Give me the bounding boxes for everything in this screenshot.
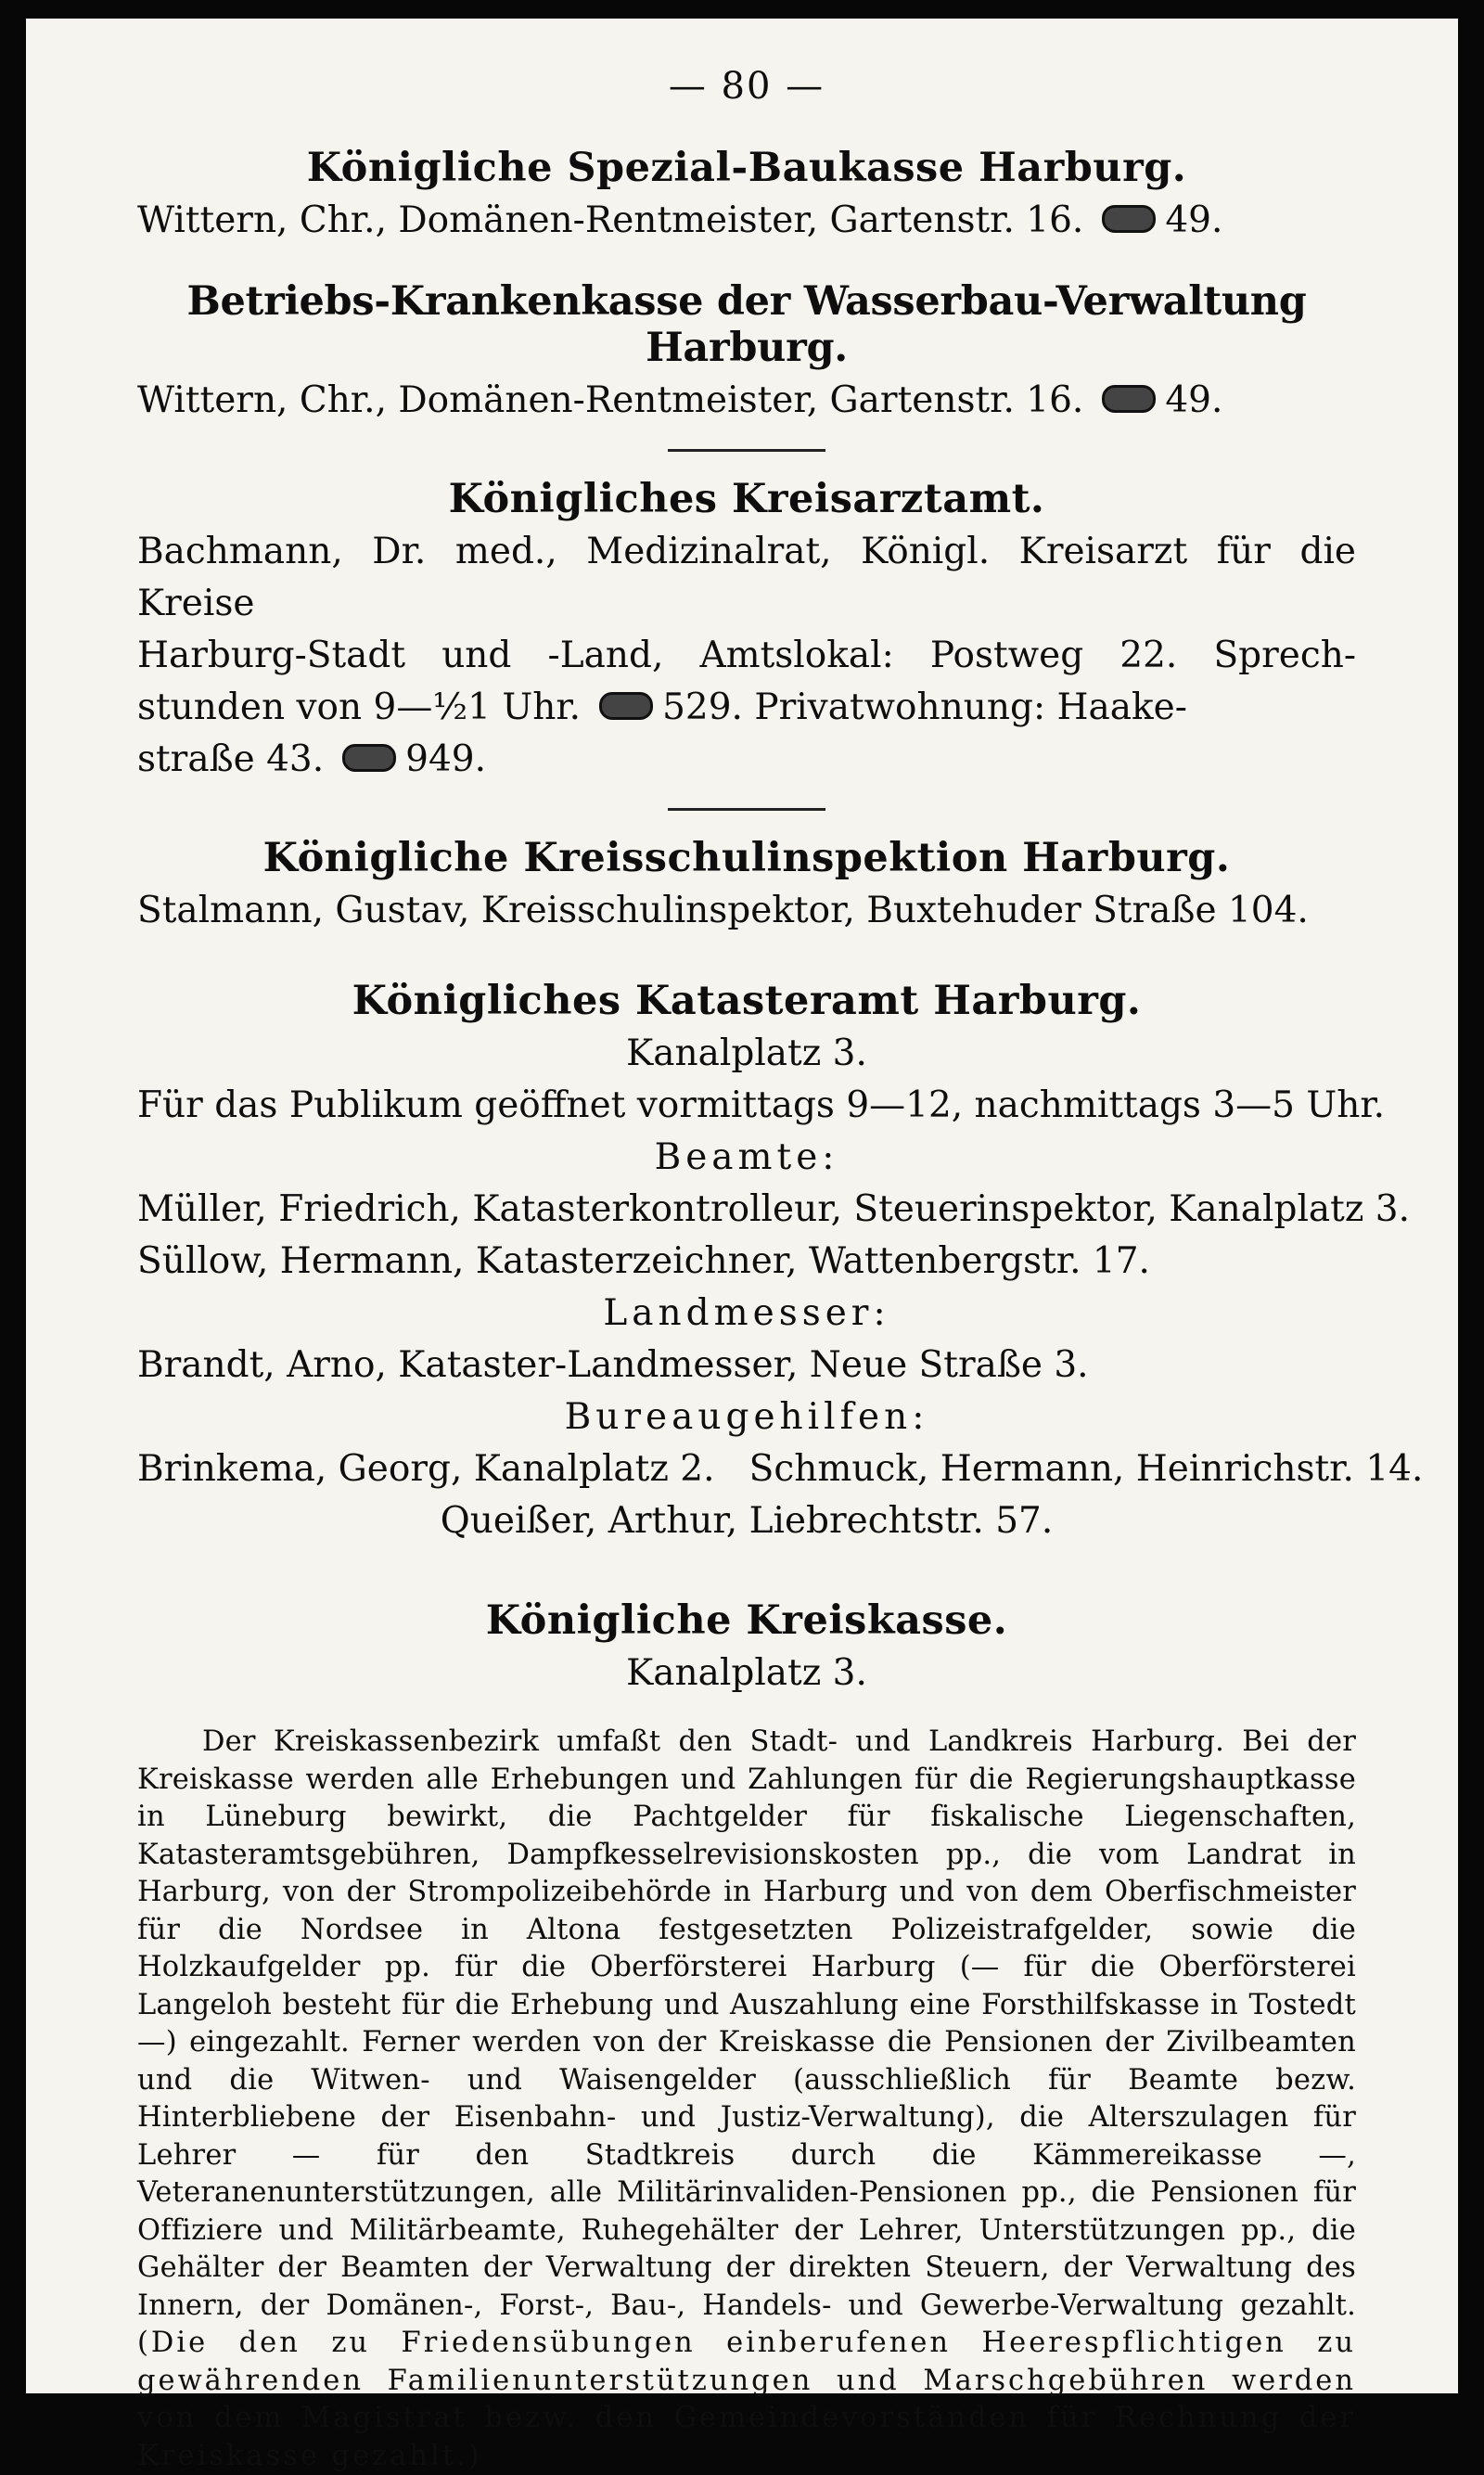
phone-number: 949. <box>405 738 486 780</box>
entry-text: Wittern, Chr., Domänen-Rentmeister, Gartenstr. 16. <box>137 379 1084 421</box>
katasteramt-address: Kanalplatz 3. <box>626 1032 867 1074</box>
kreisarzt-line-4 <box>137 734 1356 786</box>
section-divider <box>668 449 825 452</box>
kreiskasse-paragraph-text: Der Kreiskassenbezirk umfaßt den Stadt- und Landkreis Harburg. Bei der Kreiskasse werden alle Erhebungen und Zahlungen für die Regierungshauptkasse in Lüneburg bewirkt, die Pachtgelder für fiskalische Liegenschaften, Katasteramtsgebühren, Dampfkesselrevisionskosten pp., die vom Landrat in Harburg, von der Strompolizeibehörde in Harburg und von dem Oberfischmeister für die Nordsee in Altona festgesetzten Polizeistrafgelder, sowie die Holzkaufgelder pp. für die Oberförsterei Harburg (— für die Oberförsterei Langeloh besteht für die Erhebung und Auszahlung eine Forsthilfskasse in Tostedt —) eingezahlt. Ferner werden von der Kreiskasse die Pensionen der Zivilbeamten und die Witwen- und Waisengelder (ausschließlich für Beamte bezw. Hinterbliebene der Eisenbahn- und Justiz-Verwaltung), die Alterszulagen für Lehrer — für den Stadtkreis durch die Kämmereikasse —, Veteranenunterstützungen, alle Militärinvaliden-Pensionen pp., die Pensionen für Offiziere und Militärbeamte, Ruhegehälter der Lehrer, Unterstützungen pp., die Gehälter der Beamten der Verwaltung der direkten Steuern, der Verwaltung des Innern, der Domänen-, Forst-, Bau-, Handels- und Gewerbe-Verwaltung gezahlt. <box>137 1725 1356 2322</box>
entry-text: Wittern, Chr., Domänen-Rentmeister, Gartenstr. 16. <box>137 199 1084 241</box>
phone-number: 49. <box>1165 379 1223 421</box>
sprechstunden-text: stunden von 9—½1 Uhr. <box>137 686 582 728</box>
kreiskasse-paragraph <box>137 1724 1356 2475</box>
telephone-icon <box>1102 385 1156 413</box>
telephone-icon <box>1102 205 1156 233</box>
entry-suellow: Süllow, Hermann, Katasterzeichner, Wattenbergstr. 17. <box>137 1240 1150 1282</box>
heading-kreisschulinspektion: Königliche Kreisschulinspektion Harburg. <box>262 835 1231 881</box>
kreisarzt-line-3 <box>137 682 1356 734</box>
kreisarzt-line-2: Harburg-Stadt und -Land, Amtslokal: Postweg 22. Sprech- <box>137 635 1356 676</box>
label-landmesser: Landmesser: <box>603 1292 890 1334</box>
heading-spezial-baukasse: Königliche Spezial-Baukasse Harburg. <box>306 145 1187 191</box>
heading-kreiskasse: Königliche Kreiskasse. <box>485 1597 1008 1644</box>
heading-betriebs-krankenkasse: Betriebs-Krankenkasse der Wasserbau-Verwaltung Harburg. <box>186 278 1307 371</box>
address-text: straße 43. <box>137 738 325 780</box>
privatwohnung-text: Privatwohnung: Haake- <box>754 686 1187 728</box>
heading-katasteramt: Königliches Katasteramt Harburg. <box>352 978 1142 1024</box>
phone-number: 529. <box>662 686 743 728</box>
entry-wittern-1 <box>137 195 1356 247</box>
telephone-icon <box>599 692 653 720</box>
kreiskasse-address: Kanalplatz 3. <box>626 1652 867 1694</box>
page-number: — 80 — <box>668 65 825 108</box>
section-divider <box>668 808 825 811</box>
phone-number: 49. <box>1165 199 1223 241</box>
entry-brinkema-schmuck: Brinkema, Georg, Kanalplatz 2. Schmuck, Hermann, Heinrichstr. 14. <box>137 1448 1424 1490</box>
entry-stalmann: Stalmann, Gustav, Kreisschulinspektor, Buxtehuder Straße 104. <box>137 890 1309 931</box>
book-page <box>26 19 1458 2472</box>
kreisarzt-line-1: Bachmann, Dr. med., Medizinalrat, Königl. Kreisarzt für die Kreise <box>137 531 1356 624</box>
entry-queisser: Queißer, Arthur, Liebrechtstr. 57. <box>440 1500 1054 1542</box>
heading-kreisarztamt: Königliches Kreisarztamt. <box>448 476 1045 522</box>
label-bureaugehilfen: Bureaugehilfen: <box>564 1396 929 1438</box>
telephone-icon <box>342 744 396 772</box>
entry-brandt: Brandt, Arno, Kataster-Landmesser, Neue Straße 3. <box>137 1344 1089 1386</box>
label-beamte: Beamte: <box>654 1136 839 1178</box>
entry-wittern-2 <box>137 375 1356 427</box>
katasteramt-hours: Für das Publikum geöffnet vormittags 9—12, nachmittags 3—5 Uhr. <box>137 1084 1386 1126</box>
entry-mueller: Müller, Friedrich, Katasterkontrolleur, Steuerinspektor, Kanalplatz 3. <box>137 1188 1411 1230</box>
kreiskasse-paragraph-spaced: (Die den zu Friedensübungen einberufenen Heerespflichtigen zu gewährenden Familienunterstützungen und Marschgebühren werden von dem Magistrat bezw. den Gemeindevorständen für Rechnung der Kreiskasse gezahlt.) <box>137 2327 1356 2472</box>
